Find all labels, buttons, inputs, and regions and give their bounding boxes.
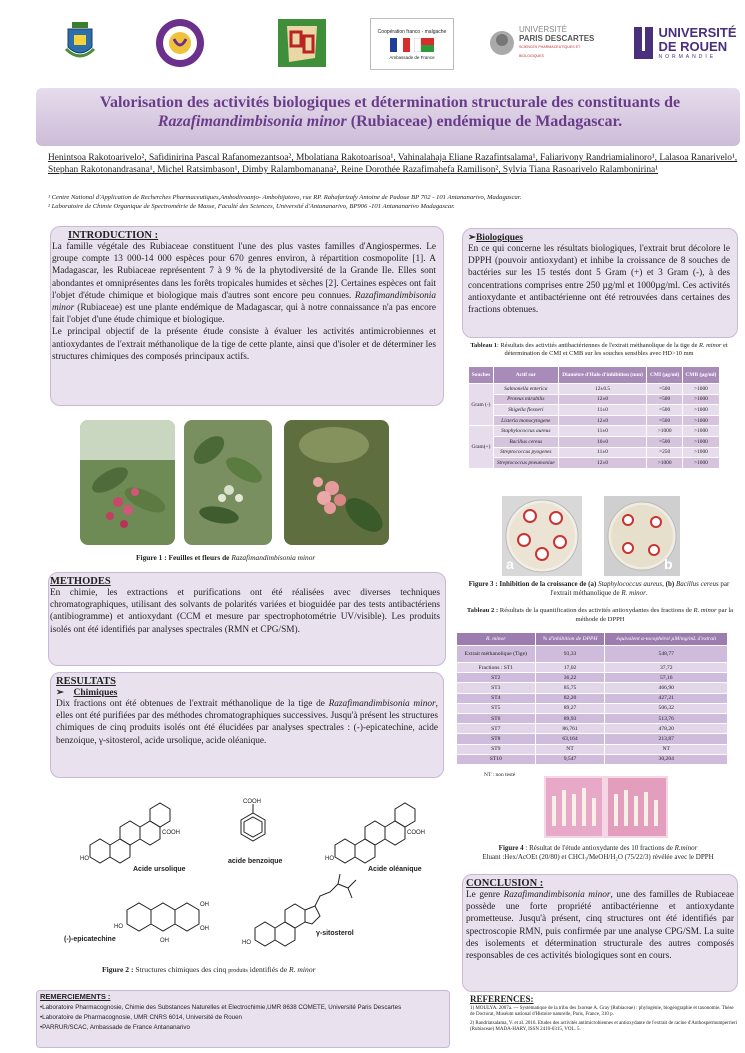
fig3-s3: R. minor [621,589,646,597]
cell: ST3 [457,683,536,693]
tab2-text: Résultats de la quantification des activités antioxydantes des fractions de [498,607,694,614]
tableau1 [468,366,720,469]
fig1-species: Razafimandimbisonia minor [231,553,316,562]
resultats-t1: Dix fractions ont été obtenues de l'extrait méthanolique de la tige de [56,699,329,709]
petri-dish-a [502,496,582,576]
references [470,994,738,1034]
cell: >1000 [682,458,719,469]
cell: 12±0 [558,458,647,469]
cell: =250 [647,447,683,458]
fig4-line2: Eluant :Hex/AcOEt (20/80) et CHCl₃/MeOH/H₂O (75/22/3) révélée avec le DPPH [482,853,714,861]
table-row [457,734,728,744]
tab2-text2: par la méthode de DPPH [575,607,734,623]
figure2-caption [102,965,442,974]
svg-text:COOH: COOH [243,799,261,805]
fig3-s1: Staphylococcus aureus, [598,580,664,588]
cell: >1000 [682,447,719,458]
cell: NT [535,744,605,754]
cell: 9,547 [535,754,605,764]
figure3-caption [458,580,740,598]
rouen-normandie: NORMANDIE [658,54,717,60]
fig4-text: : Résultat de l'étude antioxydante des 10 fractions de [523,844,675,852]
intro-p1-end: (Rubiaceae) est une plante endémique de Madagascar, qui à notre connaissance n'a pas encore fait l'objet d'une étude chimique et biologique. [52,303,436,326]
structure-benzoic [228,795,278,855]
rouen-icon [633,23,655,63]
cell: 17,02 [535,663,605,673]
fig4-species: R.minor [674,844,698,852]
affiliation-2: ² Laboratoire de Chimie Organique de Spectrométrie de Masse, Faculté des Sciences, Université d'Antananarivo, BP906 -101 Antananarivo Madagascar. [48,203,455,210]
cell: Streptococcus pneumoniae [493,458,558,469]
figure4-caption [456,844,740,862]
tab1-h0: Souches [469,367,494,384]
conclusion-title: CONCLUSION : [466,878,544,889]
cell: =500 [647,436,683,447]
svg-text:COOH: COOH [162,830,180,836]
fig2-species: R. minor [289,965,316,974]
biologiques-text: En ce qui concerne les résultats biologiques, l'extrait brut décolore le DPPH (pouvoir antioxydant) et inhibe la croissance de 8 souches de bactéries sur les 15 testés dont 5 Gram (+) et 3 Gram (-), à des concentrations comprises entre 250 µg/ml et 1000µg/ml. Ces activités antioxydante et antibactérienne ont été retrouvées dans certaines des fractions obtenues. [468,244,730,316]
fig3-mid: (b) [663,580,676,588]
table-row [457,693,728,703]
remerciements-item-2: •Laboratoire de Pharmacognosie, UMR CNRS 6014, Université de Rouen [40,1014,242,1021]
intro-p1: La famille végétale des Rubiaceae constituent l'une des plus vastes familles d'Angiospermes. Le groupe compte 13 000-14 000 espèces pour 670 genres environ, à répartition cosmopolite [1]. A Madagascar, les Rubiaceae représentent 7 à 9 % de la phytodiversité de la Grande Ile. Elles sont abondantes et omniprésentes dans les forêts tropicales humides et sèches [2]. Certaines espèces ont fait l'objet d'étude chimique et biologique mais d'autres sont encore peu connues. [52,242,436,301]
cell: =500 [647,405,683,416]
svg-text:OH: OH [200,926,209,932]
fig2-text2: identifiés de [247,965,289,974]
cell: Extrait méthanolique (Tige) [457,646,536,663]
tab2-label: Tableau 2 : [466,607,499,614]
fig2-small: produits [228,968,248,974]
table-row [457,703,728,713]
tab1-text2: et détermination de CMI et CMB sur les souches sensibles avec HD>10 mm [504,342,728,357]
cell: 93,33 [535,646,605,663]
cell: 427,21 [605,693,728,703]
tab1-h4: CMB (µg/ml) [682,367,719,384]
cell: >1000 [647,458,683,469]
title-species: Razafimandimbisonia minor [157,113,347,130]
cell: Fractions : ST1 [457,663,536,673]
table-row [469,426,720,437]
tab1-h1: Actif sur [493,367,558,384]
table-row [457,663,728,673]
cell: ST5 [457,703,536,713]
cell: ST2 [457,673,536,683]
cell: >1000 [682,394,719,405]
reference-2: 2) Randriatsalama, V. et al. 2016. Etudes des activités antimicrobiennes et antioxydante de l'extrait de racine d'Anthospermumperrieri (Rubiaceae) MADA-HARY, ISSN 2410-0315, VOL. 5. [470,1020,738,1033]
logo-cooperation [370,18,454,70]
affiliation-1: ¹ Centre National d'Application de Recherches Pharmaceutiques,Ambodivoanjo- Ambohijatovo, rue RP. Rahafarizafy Antoine de Padoue BP 702 - 101 Antananarivo, Madagascar. [48,194,522,201]
france-flag-icon [390,38,410,52]
ambassade-label: Ambassade de France [389,54,435,60]
tab2-species: R. minor [693,607,717,614]
cnarp-icon [277,18,327,68]
tableau1-caption [462,342,736,358]
faculty-seal-icon [152,17,208,69]
introduction-text [52,241,436,326]
table-row [469,405,720,416]
cell: =500 [647,394,683,405]
petri-label-b: b [664,556,673,572]
table-row [457,646,728,663]
biologiques [468,232,730,316]
reference-1: 1) MOULYA. 2007a. — Systématique de la tribu des Ixoreae A. Gray (Rubiaceae) : phylogénie, biogéographie et taxonomie. Thèse de Doctorat, Muséum national d'Histoire naturelle, Paris, France, 310 p. [470,1006,734,1018]
descartes-sub: SCIENCES PHARMACEUTIQUES ET BIOLOGIQUES [518,45,581,58]
cell: 63,164 [535,734,605,744]
affiliations [48,193,738,211]
logo-faculte-sciences [150,18,210,68]
cell: ST7 [457,724,536,734]
tab2-h0: R. minor [457,633,536,646]
gram-pos: Gram(+) [469,426,494,468]
svg-text:HO: HO [325,856,334,862]
table-row [457,744,728,754]
biologiques-title: Biologiques [475,233,523,243]
arrow-icon: ➢ [468,233,476,243]
tlc-plates [544,776,668,838]
table-row [457,683,728,693]
table-row [469,394,720,405]
cell: >1000 [682,436,719,447]
resultats-text [56,698,438,747]
fig2-text: Structures chimiques des cinq [135,965,229,974]
cell: Salmonella enterica [493,384,558,395]
methodes [50,576,440,636]
cell: ST4 [457,693,536,703]
methodes-title: METHODES [50,576,111,587]
label-epicatechin: (-)-epicatechine [64,936,116,943]
cell: 213,87 [605,734,728,744]
fig3-label: Figure 3 : Inhibition de la croissance de (a) [468,580,599,588]
cell: Staphylococcus aureus [493,426,558,437]
structure-oleanolic [325,790,435,870]
table-row [469,458,720,469]
svg-text:HO: HO [242,940,251,946]
cell: =500 [647,384,683,395]
svg-text:COOH: COOH [407,830,425,836]
conclusion-t1: Le genre [466,890,504,900]
intro-p2: Le principal objectif de la présente étude consiste à évaluer les activités antimicrobiennes et antioxydantes de l'extrait méthanolique de la tige de cette plante, ainsi que d'isoler et de déterminer les structures chimiques des composés principaux actifs. [52,327,436,362]
authors: Henintsoa Rakotoarivelo², Safidinirina Pascal Rafanomezantsoa², Mbolatiana Rakotoarisoa¹, Vahinalahaja Eliane Razafintsalama¹, Faliarivony Randriamialinoro¹, Lalasoa Ranarivelo¹, Stephan Rakotonandrasana¹, Michel Ratsimbason¹, Dimby Ralambomanana², Reine Dorothée Razafimahefa Ramilison², Sylvia Tiana Rasoarivelo Ralambonirina¹ [48,153,738,175]
svg-text:HO: HO [80,856,89,862]
tableau2-caption [464,606,736,624]
cell: >1000 [647,426,683,437]
table-row [457,754,728,764]
gram-neg: Gram (-) [469,384,494,426]
tab2-h1: % d'inhibition de DPPH [535,633,605,646]
fig2-label: Figure 2 : [102,965,136,974]
cell: >1000 [682,426,719,437]
title-line2: (Rubiaceae) endémique de Madagascar. [346,113,623,130]
cell: 57,16 [605,673,728,683]
remerciements-title: REMERCIEMENTS : [40,992,111,1001]
photo-leaves-1 [80,420,175,545]
cell: 12±0.5 [558,384,647,395]
cell: 548,77 [605,646,728,663]
table-row [469,436,720,447]
arrow-icon: ➢ [56,688,74,698]
tableau2-note: NT : non testé [484,772,516,778]
fig1-text: Feuilles et fleurs de [168,553,232,562]
resultats-title: RESULTATS [56,676,116,687]
title-line1: Valorisation des activités biologiques et détermination structurale des constituants de [99,94,681,111]
conclusion [466,878,734,962]
petri-label-a: a [506,556,514,572]
cooperation-label: Coopération franco - malgache [377,28,447,35]
cell: 89,93 [535,713,605,723]
remerciements-item-3: •PARRUR/SCAC, Ambassade de France Antananarivo [40,1024,190,1031]
introduction-title: INTRODUCTION : [68,230,159,241]
fig4-label: Figure 4 [498,844,524,852]
methodes-text: En chimie, les extractions et purifications ont été réalisées avec diverses techniques chromatographiques, utilisant des solvants de polarités variées et bioguidée par des tests antibactériens (antibiogramme) et antioxydant (CCM et mesure par spectrophotométrie UV/visible). Les produits isolés ont été identifiés par analyses spectrales (RMN et CPG/SM). [50,588,440,635]
cell: ST10 [457,754,536,764]
cell: Proteus mirabilis [493,394,558,405]
cell: 11±0 [558,447,647,458]
cell: 36,22 [535,673,605,683]
descartes-icon [488,28,516,58]
cell: Shigella flexneri [493,405,558,416]
table-row [469,384,720,395]
tableau2 [456,632,728,765]
logo-ecole-doctorale [58,18,102,68]
cell: 466,90 [605,683,728,693]
tableau2-header [457,633,728,646]
cell: 89,27 [535,703,605,713]
table-row [457,713,728,723]
descartes-name: PARIS DESCARTES [518,34,595,43]
fig3-dot: . [645,589,648,597]
cell: 85,75 [535,683,605,693]
cell: 12±0 [558,394,647,405]
structure-sitosterol [240,870,370,955]
conclusion-text [466,889,734,962]
fig3-end: par l'extrait méthanolique de [550,580,730,597]
structure-epicatechin [112,880,222,950]
crest-icon [60,19,100,67]
cell: 478,20 [605,724,728,734]
table-row [457,673,728,683]
cell: >1000 [682,405,719,416]
tab1-species: R. minor [699,342,722,349]
table-row [469,447,720,458]
intro-species: Razafimandimbisonia minor [52,290,436,314]
photo-leaves-2 [184,420,272,545]
logo-universite-rouen [630,18,740,68]
structure-ursolic [80,790,190,870]
table-row [469,415,720,426]
cell: =500 [647,415,683,426]
cell: 86,761 [535,724,605,734]
cell: ST6 [457,713,536,723]
cell: ST9 [457,744,536,754]
cell: Streptococcus pyogenes [493,447,558,458]
cell: 11±0 [558,426,647,437]
logo-paris-descartes [488,18,606,68]
label-benzoic: acide benzoique [228,858,283,865]
tab1-h2: Diamètre d'Halo d'inhibition (mm) [558,367,647,384]
resultats-t2: , elles ont été purifiées par des méthodes chromatographiques successives. Jusqu'à présent les structures chimiques de cinq produits isolés ont été élucidées par analyses spectrales : (-)-epicatechine, acide benzoique, γ-sitosterol, acide ursolique, acide oléanique. [56,699,438,746]
svg-text:OH: OH [160,938,169,944]
fig3-s2: Bacillus cereus [675,580,719,588]
references-title: REFERENCES: [470,994,534,1004]
cell: Listeria monocytogene [493,415,558,426]
photo-flowers [284,420,389,545]
conclusion-t2: , une des familles de Rubiaceae possède une forte propriété antibactérienne et antioxydante prometteuse. Jusqu'à présent, cinq structures ont été identifiés par spectroscopie RMN, puis confirmée par une analyse CPG/SM. La suite des isolements et détermination structurale des autres composés responsables de ces activités biologiques sont en cours. [466,890,734,962]
svg-text:HO: HO [114,924,123,930]
cell: NT [605,744,728,754]
label-ursolic: Acide ursolique [133,866,186,873]
resultats [56,676,438,747]
cell: 10±0 [558,436,647,447]
logo-cnarp [276,18,328,68]
label-oleanolic: Acide oléanique [368,866,422,873]
madagascar-flag-icon [414,38,434,52]
cell: 82,20 [535,693,605,703]
cell: Bacillus cereus [493,436,558,447]
figure1-caption [136,553,436,562]
resultats-species: Razafimandimbisonia minor [328,699,436,709]
poster-title [40,93,740,131]
conclusion-species: Razafimandimbisonia minor [503,890,611,900]
cell: 506,32 [605,703,728,713]
label-sitosterol: γ-sitosterol [316,930,354,937]
descartes-univ: UNIVERSITÉ [518,25,567,34]
cell: >1000 [682,415,719,426]
tableau1-header [469,367,720,384]
remerciements-item-1: •Laboratoire Pharmacognosie, Chimie des Substances Naturelles et Electrochimie,UMR 8638 COMETE, Université Paris Descartes [40,1004,402,1011]
rouen-name: DE ROUEN [658,39,728,54]
svg-text:OH: OH [200,902,209,908]
table-row [457,724,728,734]
cell: 12±0 [558,415,647,426]
tab1-text: : Résultats des activités antibactériennes de l'extrait méthanolique de la tige de [496,342,700,349]
introduction [52,230,436,363]
cell: >1000 [682,384,719,395]
cell: 30,204 [605,754,728,764]
fig1-label: Figure 1 : [136,553,169,562]
remerciements [40,992,445,1033]
cell: 11±0 [558,405,647,416]
tab1-h3: CMI (µg/ml) [647,367,683,384]
rouen-univ: UNIVERSITÉ [658,25,737,40]
cell: ST8 [457,734,536,744]
cell: 513,76 [605,713,728,723]
cell: 37,72 [605,663,728,673]
tab1-label: Tableau 1 [470,342,497,349]
tab2-h2: équivalent α-tocophérol µM/mg/mL d'extrait [605,633,728,646]
chimiques-title: Chimiques [73,688,118,698]
